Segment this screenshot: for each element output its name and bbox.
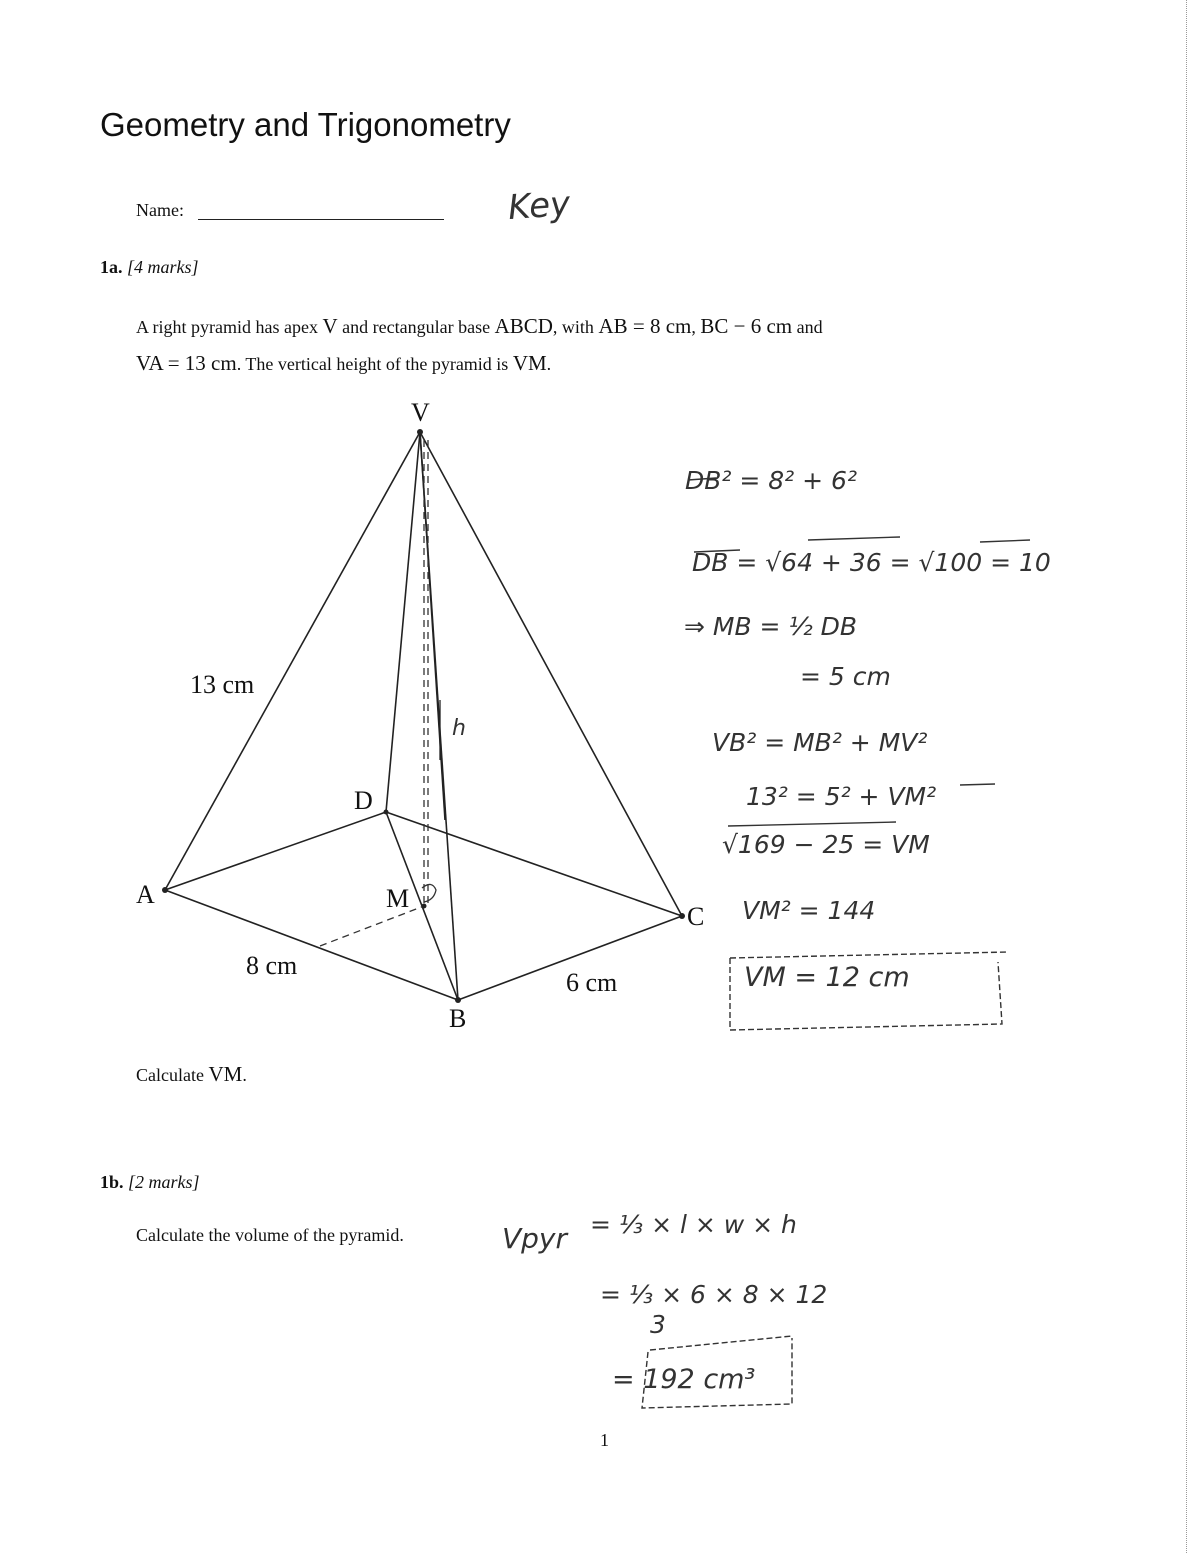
question-number: 1b. xyxy=(100,1172,124,1192)
sqrt-bar xyxy=(808,537,900,540)
name-label: Name: xyxy=(136,200,184,220)
edge-ad xyxy=(165,812,386,890)
vertex-a xyxy=(162,887,168,893)
label-vertex-d: D xyxy=(354,786,373,815)
vertex-v xyxy=(417,429,423,435)
label-point-m: M xyxy=(386,884,410,913)
page-number: 1 xyxy=(600,1430,609,1450)
question-1a-text: A right pyramid has apex V and rectangular base ABCD, with AB = 8 cm, BC − 6 cm and VA = 13 cm. The vertical height of the pyramid is VM. xyxy=(136,314,823,375)
label-edge-bc: 6 cm xyxy=(566,968,618,997)
work-1b-line-2: = ⅓ × 6 × 8 × 12 xyxy=(600,1280,828,1309)
work-1a-line-3: ⇒ MB = ½ DB xyxy=(684,612,858,641)
vertex-d xyxy=(384,810,389,815)
work-1a-line-4: = 5 cm xyxy=(800,662,891,691)
edge-va xyxy=(165,432,420,890)
work-1a-line-2: DB = √64 + 36 = √100 = 10 xyxy=(692,548,1051,577)
edge-dc xyxy=(386,812,682,916)
edge-vc xyxy=(420,432,682,916)
question-1a-calculate: Calculate VM. xyxy=(136,1062,247,1086)
work-1a-line-5: VB² = MB² + MV² xyxy=(712,728,928,757)
label-vertex-b: B xyxy=(449,1004,467,1033)
question-number: 1a. xyxy=(100,257,123,277)
label-edge-ab: 8 cm xyxy=(246,951,298,980)
box-1b-top xyxy=(650,1336,792,1350)
overline-vm xyxy=(960,784,995,785)
answer-1b: = 192 cm³ xyxy=(612,1364,756,1395)
point-m xyxy=(422,904,427,909)
work-1a-line-6: 13² = 5² + VM² xyxy=(746,782,937,811)
work-1a-line-7: √169 − 25 = VM xyxy=(722,830,930,859)
work-1a-line-8: VM² = 144 xyxy=(742,896,876,925)
sqrt-bar-3 xyxy=(728,822,896,826)
answer-1a: VM = 12 cm xyxy=(744,962,910,993)
vertex-c xyxy=(679,913,685,919)
page-title: Geometry and Trigonometry xyxy=(100,106,511,143)
work-1b-line-1: = ⅓ × l × w × h xyxy=(590,1210,797,1239)
label-vertex-a: A xyxy=(136,880,155,909)
label-vertex-c: C xyxy=(687,902,705,931)
label-edge-va: 13 cm xyxy=(190,670,255,699)
label-vertex-v: V xyxy=(411,398,430,427)
edge-vd xyxy=(386,432,420,812)
question-marks: [2 marks] xyxy=(128,1172,200,1192)
edge-ab xyxy=(165,890,458,1000)
question-1b-text: Calculate the volume of the pyramid. xyxy=(136,1225,404,1245)
work-1a-line-1: DB² = 8² + 6² xyxy=(685,466,857,495)
work-1b-vpyr: Vpyr xyxy=(502,1222,568,1255)
question-1b-header xyxy=(100,1172,200,1193)
question-marks: [4 marks] xyxy=(127,257,199,277)
vertex-b xyxy=(455,997,461,1003)
work-1b-denominator: 3 xyxy=(650,1310,666,1339)
label-height: h xyxy=(452,716,466,741)
box-1a-top xyxy=(730,952,1008,958)
sqrt-bar-2 xyxy=(980,540,1030,542)
name-handwritten: Key xyxy=(506,183,572,229)
